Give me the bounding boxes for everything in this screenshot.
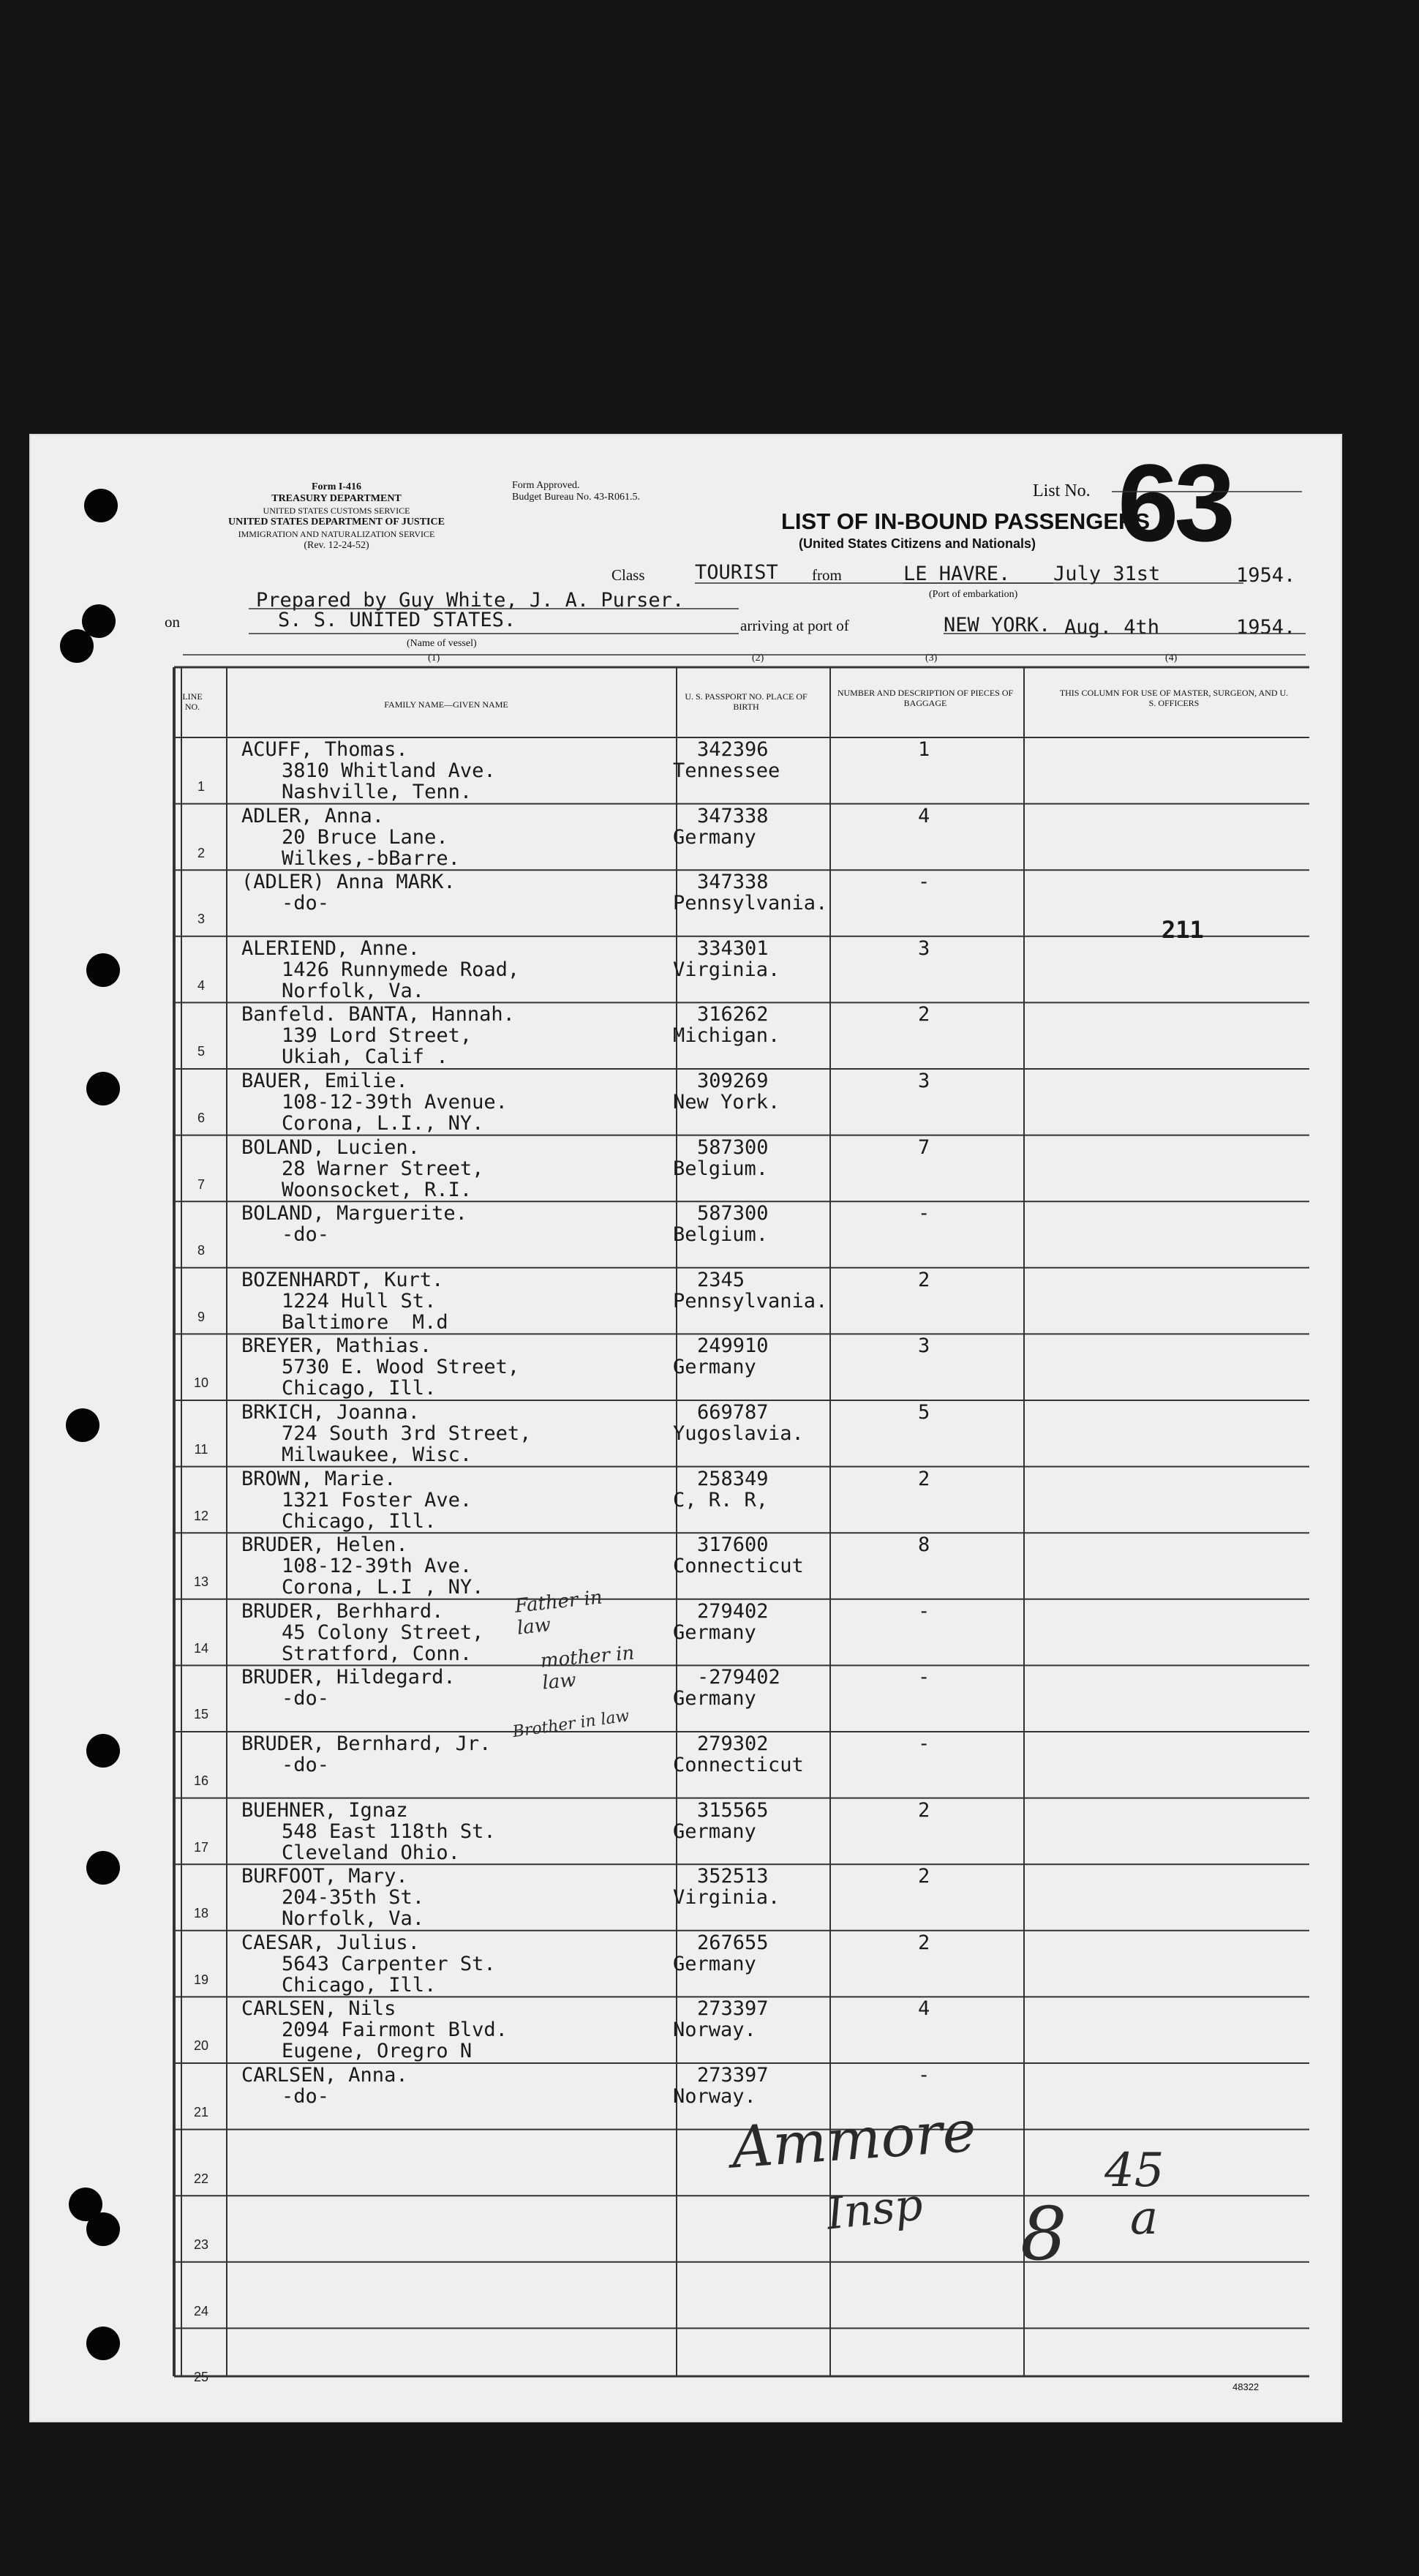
baggage-count: 4	[918, 804, 930, 827]
passenger-address-1: 28 Warner Street,	[282, 1157, 484, 1180]
passenger-address-1: 5730 E. Wood Street,	[282, 1356, 520, 1379]
baggage-count: -	[918, 1599, 930, 1623]
place-of-birth: Tennessee	[673, 759, 780, 782]
baggage-count: -	[918, 2064, 930, 2087]
passenger-address-1: 45 Colony Street,	[282, 1621, 484, 1644]
tally-eight: 8	[1020, 2191, 1067, 2277]
header-officers: THIS COLUMN FOR USE OF MASTER, SURGEON, AND U. S. OFFICERS	[1059, 688, 1289, 708]
place-of-birth: Yugoslavia.	[673, 1422, 804, 1445]
place-of-birth: Connecticut	[673, 1754, 804, 1776]
baggage-count: 1	[918, 738, 930, 761]
passenger-address-2: Cleveland Ohio.	[282, 1841, 460, 1864]
passenger-name: BOLAND, Marguerite.	[241, 1202, 467, 1225]
passenger-address-2: Eugene, Oregro N	[282, 2040, 473, 2063]
budget-bureau: Budget Bureau No. 43-R061.5.	[512, 492, 640, 503]
tally-a: a	[1130, 2191, 1159, 2245]
passenger-address-1: 204-35th St.	[282, 1886, 425, 1910]
passenger-name: Banfeld. BANTA, Hannah.	[241, 1003, 515, 1026]
brother-in-law-note: Brother in law	[511, 1707, 631, 1742]
passport-number: 249910	[697, 1334, 769, 1358]
place-of-birth: Germany	[673, 1952, 756, 1975]
baggage-count: 2	[918, 1798, 930, 1822]
line-number: 7	[197, 1176, 205, 1192]
place-of-birth: C, R. R,	[673, 1488, 769, 1512]
passport-number: 258349	[697, 1467, 769, 1490]
passenger-address-2: Chicago, Ill.	[282, 1377, 437, 1400]
passport-number: 587300	[697, 1202, 769, 1225]
list-number: 63	[1118, 441, 1231, 564]
place-of-birth: New York.	[673, 1091, 780, 1114]
place-of-birth: Germany	[673, 1356, 756, 1379]
vessel-caption: (Name of vessel)	[407, 638, 477, 649]
passenger-address-2: Ukiah, Calif .	[282, 1045, 448, 1069]
line-number: 3	[197, 912, 205, 927]
passport-number: 587300	[697, 1135, 769, 1159]
father-in-law-note: Father in law	[513, 1586, 603, 1640]
col-number-3: (3)	[925, 653, 938, 664]
passenger-address-2: Norfolk, Va.	[282, 1907, 425, 1931]
line-number: 22	[193, 2171, 209, 2186]
place-of-birth: Connecticut	[673, 1555, 804, 1578]
prepared-by: Prepared by Guy White, J. A. Purser.	[256, 589, 685, 612]
line-number: 11	[194, 1442, 208, 1457]
passenger-address-1: -do-	[282, 2085, 330, 2108]
form-number: Form I-416	[311, 481, 362, 492]
baggage-count: 5	[918, 1401, 930, 1424]
passenger-address-1: 20 Bruce Lane.	[282, 825, 448, 849]
passenger-name: BROWN, Marie.	[241, 1467, 396, 1490]
line-number: 6	[197, 1111, 205, 1125]
officer-note: 211	[1162, 916, 1204, 944]
on-label: on	[165, 613, 180, 631]
baggage-count: 3	[918, 1070, 930, 1092]
passenger-address-1: -do-	[282, 1754, 330, 1776]
passenger-name: BRUDER, Helen.	[241, 1533, 408, 1557]
baggage-count: 2	[918, 1467, 930, 1490]
line-number: 4	[197, 977, 205, 993]
passenger-name: BUEHNER, Ignaz	[241, 1798, 408, 1822]
passenger-address-1: -do-	[282, 1687, 330, 1711]
line-number: 1	[197, 779, 205, 794]
baggage-count: 2	[918, 1931, 930, 1954]
passport-number: 273397	[697, 2064, 769, 2087]
passport-number: 309269	[697, 1070, 769, 1092]
line-number: 19	[193, 1972, 209, 1987]
baggage-count: 3	[918, 936, 930, 960]
passenger-address-1: -do-	[282, 1223, 330, 1247]
arrival-date: Aug. 4th	[1064, 616, 1160, 639]
header-passport: U. S. PASSPORT NO. PLACE OF BIRTH	[685, 691, 808, 712]
arrival-year: 1954.	[1236, 616, 1296, 639]
passenger-address-2: Milwaukee, Wisc.	[282, 1443, 473, 1466]
place-of-birth: Germany	[673, 825, 756, 849]
passenger-address-1: 724 South 3rd Street,	[282, 1422, 532, 1445]
passenger-name: (ADLER) Anna MARK.	[241, 871, 456, 894]
passenger-name: BRUDER, Berhhard.	[241, 1599, 444, 1623]
passenger-name: BRUDER, Bernhard, Jr.	[241, 1732, 492, 1755]
passenger-name: CAESAR, Julius.	[241, 1931, 420, 1954]
header-line-no: LINE NO.	[182, 691, 203, 712]
passenger-name: BOLAND, Lucien.	[241, 1135, 420, 1159]
passport-number: 317600	[697, 1533, 769, 1557]
line-number: 2	[197, 845, 205, 860]
line-number: 25	[193, 2370, 209, 2385]
line-number: 5	[197, 1044, 205, 1059]
passport-number: 347338	[697, 871, 769, 894]
revision-label: (Rev. 12-24-52)	[304, 540, 369, 551]
passport-number: 347338	[697, 804, 769, 827]
line-number: 16	[193, 1773, 209, 1788]
passenger-address-1: 2094 Fairmont Blvd.	[282, 2019, 508, 2042]
passport-number: 316262	[697, 1003, 769, 1026]
line-number: 23	[193, 2237, 209, 2253]
justice-label: UNITED STATES DEPARTMENT OF JUSTICE	[228, 517, 445, 527]
passenger-address-1: 108-12-39th Avenue.	[282, 1091, 508, 1114]
passenger-address-2: Stratford, Conn.	[282, 1642, 473, 1665]
passenger-address-1: 1426 Runnymede Road,	[282, 958, 520, 981]
place-of-birth: Pennsylvania.	[673, 1289, 828, 1313]
passenger-address-2: Nashville, Tenn.	[282, 781, 473, 803]
passenger-name: ADLER, Anna.	[241, 804, 385, 827]
line-number: 12	[193, 1508, 209, 1523]
arrival-port: NEW YORK.	[944, 614, 1051, 637]
arriving-label: arriving at port of	[740, 617, 849, 634]
passport-number: 273397	[697, 1997, 769, 2021]
passenger-address-1: 139 Lord Street,	[282, 1024, 473, 1048]
passport-number: 267655	[697, 1931, 769, 1954]
embark-port-caption: (Port of embarkation)	[929, 589, 1018, 600]
baggage-count: 7	[918, 1135, 930, 1159]
place-of-birth: Virginia.	[673, 958, 780, 981]
passport-number: 334301	[697, 936, 769, 960]
line-number: 21	[193, 2105, 209, 2119]
passenger-name: BURFOOT, Mary.	[241, 1865, 408, 1888]
passenger-name: CARLSEN, Nils	[241, 1997, 396, 2021]
line-number: 8	[197, 1243, 205, 1258]
passenger-address-1: -do-	[282, 892, 330, 915]
passenger-name: ACUFF, Thomas.	[241, 738, 408, 761]
line-number: 18	[193, 1906, 209, 1921]
baggage-count: 2	[918, 1003, 930, 1026]
passenger-address-1: 548 East 118th St.	[282, 1820, 496, 1843]
passenger-address-2: Norfolk, Va.	[282, 979, 425, 1002]
line-number: 9	[197, 1309, 205, 1324]
class-value: TOURIST	[695, 561, 778, 584]
baggage-count: 4	[918, 1997, 930, 2021]
place-of-birth: Germany	[673, 1621, 756, 1644]
passenger-address-1: 3810 Whitland Ave.	[282, 759, 496, 782]
form-approved: Form Approved.	[512, 480, 580, 491]
line-number: 24	[193, 2303, 209, 2318]
passport-number: -279402	[697, 1666, 780, 1689]
class-label: Class	[611, 566, 645, 584]
passenger-address-1: 1321 Foster Ave.	[282, 1488, 473, 1512]
passenger-address-2: Chicago, Ill.	[282, 1509, 437, 1533]
form-code: 48322	[1232, 2381, 1260, 2392]
passport-number: 669787	[697, 1401, 769, 1424]
passenger-name: BAUER, Emilie.	[241, 1070, 408, 1092]
header-name: FAMILY NAME—GIVEN NAME	[384, 699, 508, 710]
inspector-title: Insp	[824, 2179, 925, 2240]
line-number: 10	[193, 1375, 209, 1391]
passenger-address-2: Corona, L.I., NY.	[282, 1112, 484, 1135]
passenger-address-1: 108-12-39th Ave.	[282, 1555, 473, 1578]
place-of-birth: Belgium.	[673, 1157, 769, 1180]
baggage-count: 2	[918, 1865, 930, 1888]
passenger-name: CARLSEN, Anna.	[241, 2064, 408, 2087]
baggage-count: 2	[918, 1268, 930, 1291]
col-number-1: (1)	[428, 653, 440, 664]
passport-number: 342396	[697, 738, 769, 761]
place-of-birth: Norway.	[673, 2085, 756, 2108]
baggage-count: -	[918, 1666, 930, 1689]
header-baggage: NUMBER AND DESCRIPTION OF PIECES OF BAGGAGE	[837, 688, 1014, 708]
baggage-count: -	[918, 1202, 930, 1225]
passport-number: 315565	[697, 1798, 769, 1822]
place-of-birth: Germany	[673, 1820, 756, 1843]
passenger-name: BRUDER, Hildegard.	[241, 1666, 456, 1689]
col-number-2: (2)	[752, 653, 764, 664]
depart-date: July 31st	[1053, 563, 1161, 585]
baggage-count: 3	[918, 1334, 930, 1358]
baggage-count: -	[918, 1732, 930, 1755]
baggage-count: 8	[918, 1533, 930, 1557]
passport-number: 279302	[697, 1732, 769, 1755]
line-number: 14	[193, 1640, 209, 1656]
passenger-address-1: 5643 Carpenter St.	[282, 1952, 496, 1975]
passenger-address-1: 1224 Hull St.	[282, 1289, 437, 1313]
mother-in-law-note: mother in law	[539, 1642, 636, 1694]
passport-number: 352513	[697, 1865, 769, 1888]
passenger-name: BRKICH, Joanna.	[241, 1401, 420, 1424]
line-number: 17	[193, 1839, 209, 1855]
tally-forty-five: 45	[1104, 2144, 1164, 2198]
passenger-name: BOZENHARDT, Kurt.	[241, 1268, 444, 1291]
passenger-address-2: Corona, L.I , NY.	[282, 1576, 484, 1599]
list-no-label: List No.	[1033, 481, 1091, 500]
passport-number: 279402	[697, 1599, 769, 1623]
place-of-birth: Norway.	[673, 2019, 756, 2042]
line-number: 13	[193, 1574, 209, 1590]
passenger-name: BREYER, Mathias.	[241, 1334, 432, 1358]
from-label: from	[812, 566, 842, 584]
passenger-address-2: Chicago, Ill.	[282, 1973, 437, 1997]
inspector-signature: Ammore	[729, 2098, 979, 2182]
treasury-label: TREASURY DEPARTMENT	[271, 493, 402, 504]
passport-number: 2345	[697, 1268, 745, 1291]
list-subtitle: (United States Citizens and Nationals)	[799, 536, 1036, 551]
line-number: 15	[193, 1707, 209, 1722]
passenger-address-2: Woonsocket, R.I.	[282, 1178, 473, 1201]
ins-label: IMMIGRATION AND NATURALIZATION SERVICE	[238, 529, 435, 539]
list-title: LIST OF IN-BOUND PASSENGERS	[781, 508, 1151, 534]
place-of-birth: Michigan.	[673, 1024, 780, 1048]
place-of-birth: Belgium.	[673, 1223, 769, 1247]
place-of-birth: Virginia.	[673, 1886, 780, 1910]
passenger-address-2: Wilkes,-bBarre.	[282, 846, 460, 870]
passenger-address-2: Baltimore M.d	[282, 1310, 448, 1334]
depart-year: 1954.	[1236, 564, 1296, 587]
vessel-name: S. S. UNITED STATES.	[278, 609, 516, 631]
place-of-birth: Germany	[673, 1687, 756, 1711]
baggage-count: -	[918, 871, 930, 894]
line-number: 20	[193, 2038, 209, 2054]
embark-port: LE HAVRE.	[903, 563, 1011, 585]
customs-label: UNITED STATES CUSTOMS SERVICE	[263, 506, 410, 516]
passenger-name: ALERIEND, Anne.	[241, 936, 420, 960]
col-number-4: (4)	[1165, 653, 1178, 664]
place-of-birth: Pennsylvania.	[673, 892, 828, 915]
